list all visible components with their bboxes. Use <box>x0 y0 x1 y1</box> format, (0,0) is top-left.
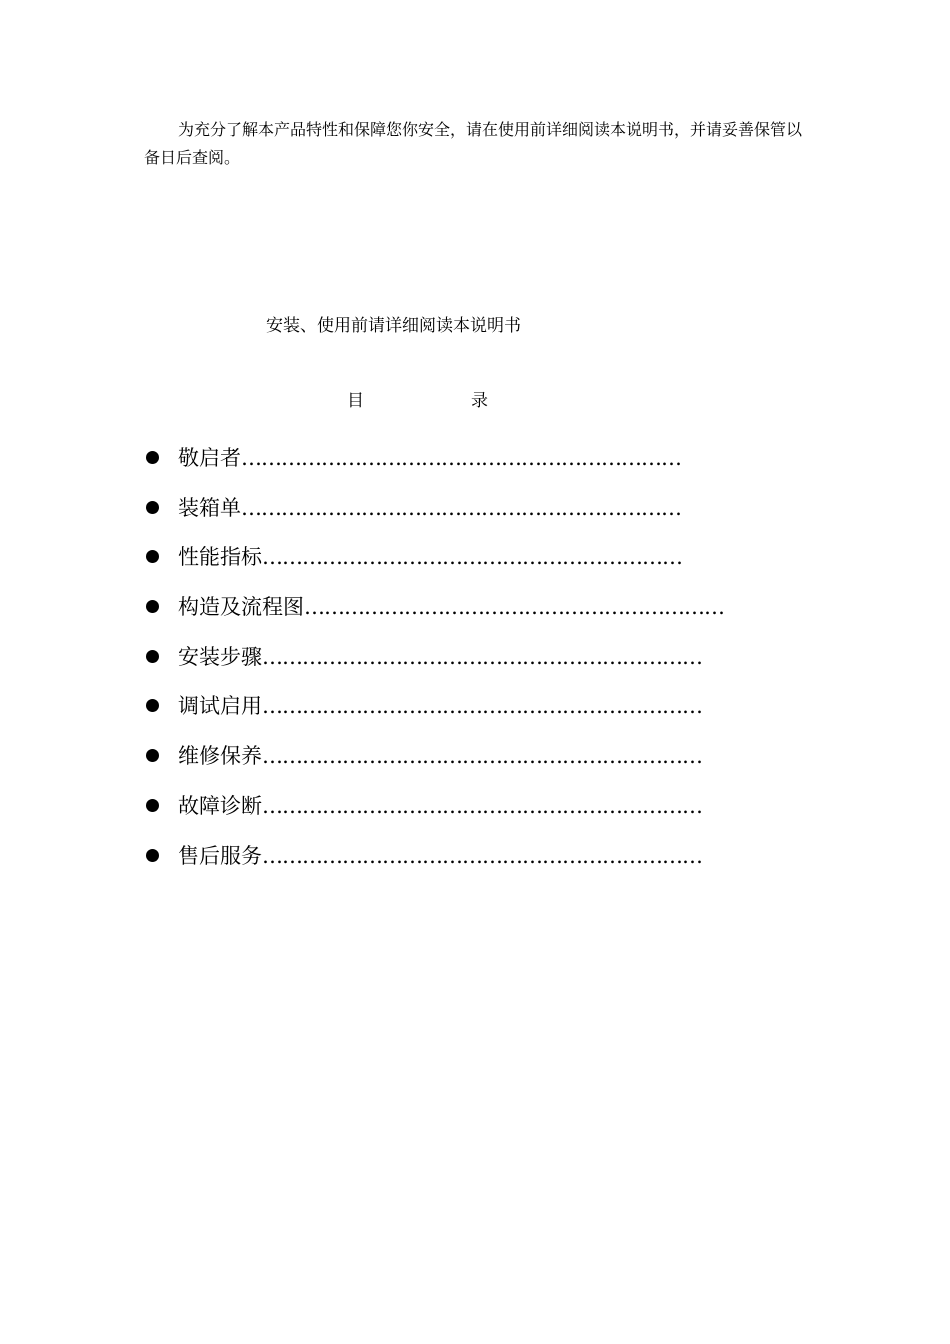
toc-leader: ………………………………………………………… <box>262 793 702 818</box>
toc-item-label: 敬启者 <box>178 446 241 470</box>
bullet-icon <box>146 799 159 812</box>
bullet-icon <box>146 699 159 712</box>
toc-item-label: 故障诊断 <box>178 793 262 818</box>
toc-item-label: 维修保养 <box>178 744 262 769</box>
bullet-icon <box>146 749 159 762</box>
toc-leader: ……………………………………………………… <box>304 595 724 620</box>
toc-item-label: 装箱单 <box>178 495 241 520</box>
toc-heading-part-1: 目 <box>347 391 364 411</box>
toc-leader: ………………………………………………………… <box>241 495 681 520</box>
intro-paragraph <box>144 116 814 172</box>
bullet-icon <box>146 849 159 862</box>
toc-heading <box>0 388 950 414</box>
toc-item-label: 调试启用 <box>178 694 262 719</box>
bullet-icon <box>146 600 159 613</box>
bullet-icon <box>146 650 159 663</box>
toc-leader: ………………………………………………………… <box>262 694 702 719</box>
bullet-icon <box>146 501 159 514</box>
toc-item-label: 售后服务 <box>178 843 262 868</box>
bullet-icon <box>146 451 159 464</box>
toc-heading-part-2: 录 <box>471 391 488 411</box>
bullet-icon <box>146 550 159 563</box>
document-subtitle: 安装、使用前请详细阅读本说明书 <box>266 316 521 336</box>
toc-item-label: 安装步骤 <box>178 644 262 669</box>
toc-leader: ………………………………………………………… <box>262 843 702 868</box>
intro-text: 为充分了解本产品特性和保障您你安全，请在使用前详细阅读本说明书，并请妥善保管以备日后查阅。 <box>144 120 803 167</box>
toc-item-label: 构造及流程图 <box>178 595 304 620</box>
toc-item-label: 性能指标 <box>178 545 262 570</box>
toc-leader: ………………………………………………………… <box>241 446 681 470</box>
toc-leader: ………………………………………………………… <box>262 644 702 669</box>
toc-leader: ……………………………………………………… <box>262 545 682 570</box>
toc-leader: ………………………………………………………… <box>262 744 702 769</box>
